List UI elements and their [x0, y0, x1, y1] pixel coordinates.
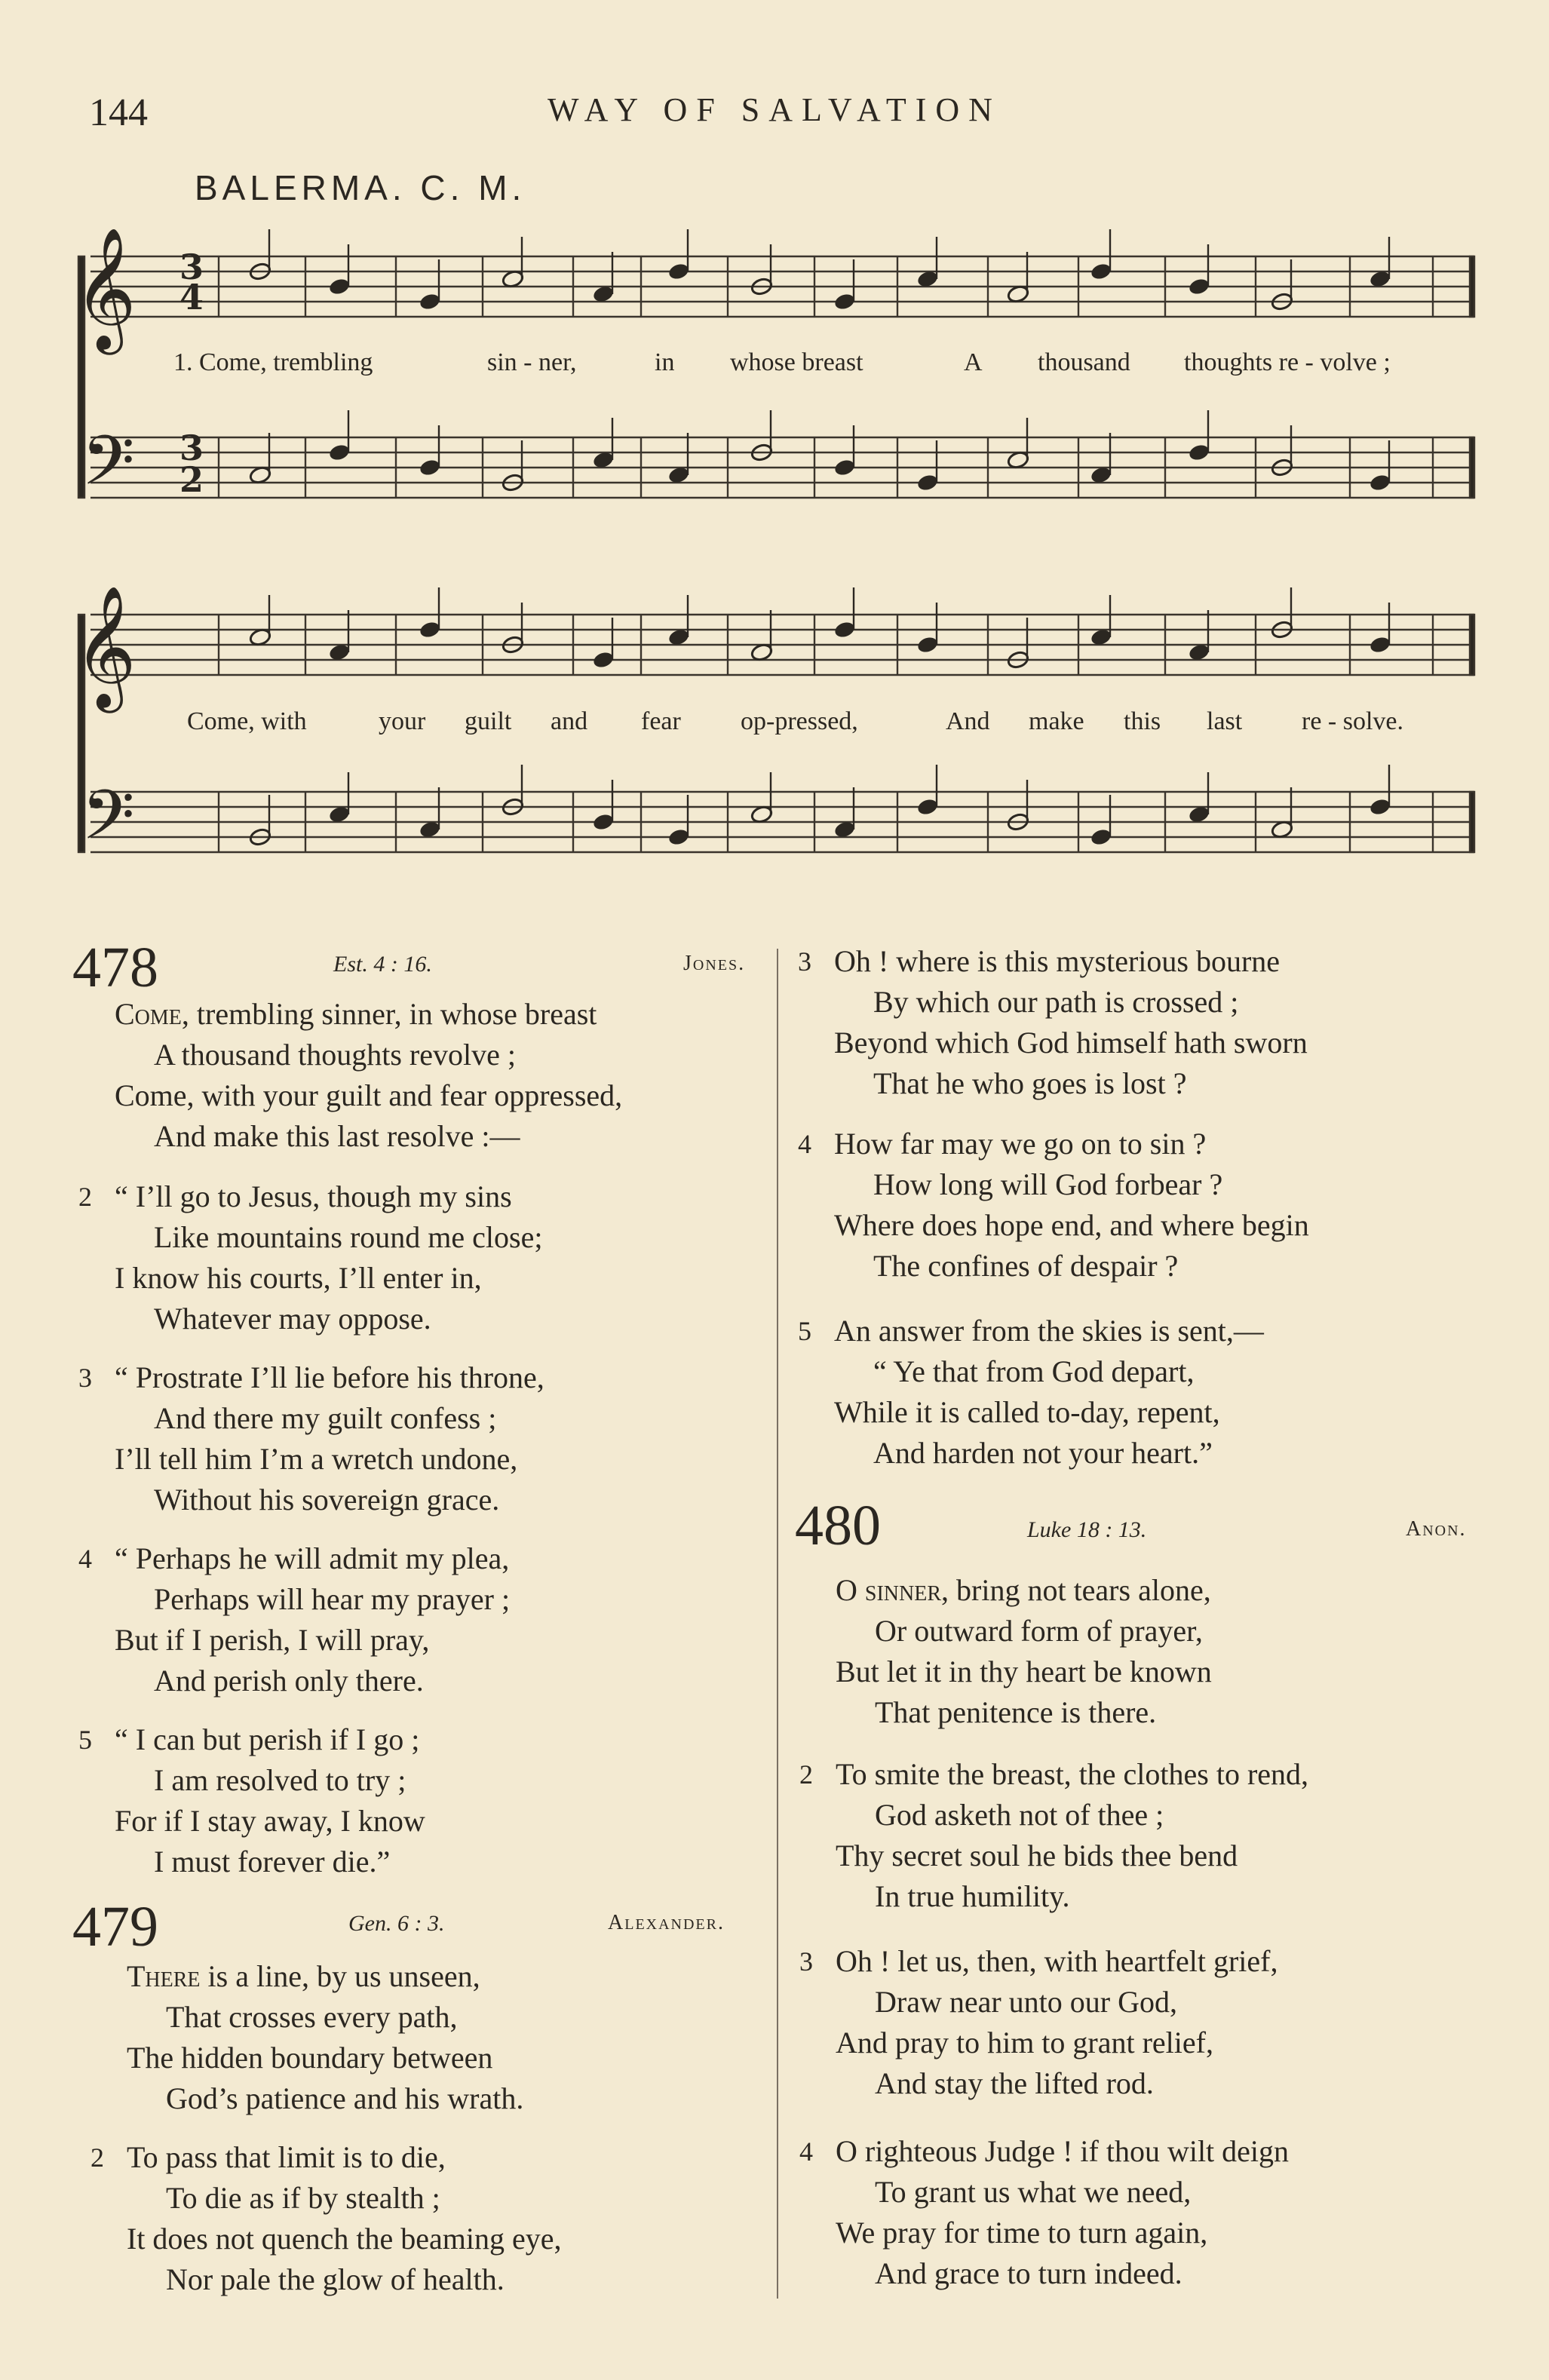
lyric-word: and	[551, 707, 588, 735]
stanza-line: The hidden boundary between	[127, 2041, 493, 2075]
stanza-line: An answer from the skies is sent,—	[834, 1314, 1264, 1348]
stanza-480-2	[799, 1754, 1309, 1917]
lyric-word: And	[946, 707, 990, 735]
stanza-478-2	[78, 1176, 543, 1339]
stanza-line: That he who goes is lost ?	[873, 1066, 1187, 1100]
note-head	[916, 635, 940, 655]
stanza-line: That crosses every path,	[166, 2000, 458, 2034]
hymn-scripture: Gen. 6 : 3.	[348, 1911, 445, 1936]
stanza-line: God’s patience and his wrath.	[166, 2081, 524, 2115]
stanza-line: Perhaps will hear my prayer ;	[154, 1582, 511, 1616]
stanza-line: By which our path is crossed ;	[873, 985, 1239, 1019]
first-word: O sinner,	[836, 1573, 949, 1607]
stanza-number: 2	[78, 1182, 92, 1212]
hymn-header-478	[72, 935, 158, 1001]
lyric-word: guilt	[465, 707, 512, 735]
lyric-word: your	[379, 707, 426, 735]
lyric-word: thousand	[1038, 348, 1130, 376]
stanza-line: Oh ! where is this mysterious bourne	[834, 944, 1281, 978]
hymn-number: 479	[72, 1895, 158, 1958]
hymn-scripture: Luke 18 : 13.	[1027, 1517, 1147, 1542]
note-head	[833, 458, 857, 477]
lyric-word: make	[1029, 707, 1084, 735]
stanza-number: 3	[799, 1946, 813, 1977]
stanza-line: Beyond which God himself hath sworn	[834, 1026, 1308, 1060]
stanza-line: I’ll tell him I’m a wretch undone,	[115, 1442, 518, 1476]
stanza-line: And perish only there.	[154, 1664, 424, 1698]
stanza-number: 5	[78, 1725, 92, 1755]
lyric-word: re - solve.	[1302, 707, 1404, 735]
treble-clef-system2: 𝄞	[74, 585, 136, 708]
first-word: Come,	[115, 997, 189, 1031]
stanza-line: And there my guilt confess ;	[154, 1401, 497, 1435]
stanza-line: But if I perish, I will pray,	[115, 1623, 430, 1657]
end-bar	[1470, 256, 1474, 317]
note-head	[1369, 635, 1392, 655]
stanza-480-3	[799, 1941, 1278, 2104]
note-head	[667, 262, 691, 281]
stanza-line: To smite the breast, the clothes to rend,	[836, 1757, 1309, 1791]
note-head	[592, 812, 615, 832]
stanza-line: Oh ! let us, then, with heartfelt grief,	[836, 1944, 1278, 1978]
hymn-author: Alexander.	[608, 1911, 725, 1934]
time-bottom-treble: 4	[179, 277, 204, 317]
stanza-line: To die as if by stealth ;	[166, 2181, 440, 2215]
stanza-line: To pass that limit is to die,	[127, 2140, 446, 2174]
end-bar	[1470, 615, 1474, 675]
end-bar	[1470, 437, 1474, 498]
stanza-line: bring not tears alone,	[949, 1573, 1211, 1607]
note-head	[419, 458, 442, 477]
lyric-word: this	[1124, 707, 1161, 735]
stanza-line: I am resolved to try ;	[154, 1763, 406, 1797]
stanza-479-3	[798, 941, 1308, 1104]
note-head	[1369, 473, 1392, 492]
stanza-number: 2	[90, 2142, 104, 2173]
stanza-line: How far may we go on to sin ?	[834, 1127, 1207, 1161]
lyric-word: in	[655, 348, 675, 376]
stanza-480-4	[799, 2131, 1290, 2294]
note-head	[592, 650, 615, 670]
first-word: There	[127, 1959, 201, 1993]
end-bar	[1470, 792, 1474, 852]
stanza-line: is a line, by us unseen,	[200, 1959, 480, 1993]
bass-clef-system1: 𝄢	[81, 421, 135, 517]
stanza-number: 2	[799, 1759, 813, 1790]
stanza-number: 3	[798, 946, 811, 977]
stanza-line: Thy secret soul he bids thee bend	[836, 1839, 1238, 1872]
hymn-number: 480	[795, 1494, 881, 1557]
stanza-line: And grace to turn indeed.	[875, 2256, 1182, 2290]
time-bottom-bass: 2	[179, 459, 204, 500]
note-head	[1188, 443, 1211, 462]
lyric-word: whose breast	[730, 348, 863, 376]
stanza-line: trembling sinner, in whose breast	[189, 997, 597, 1031]
stanza-line: We pray for time to turn again,	[836, 2216, 1208, 2250]
note-head	[419, 620, 442, 639]
note-head	[419, 292, 442, 311]
stanza-line: It does not quench the beaming eye,	[127, 2222, 562, 2256]
clefs	[74, 227, 136, 872]
stanza-479-5	[798, 1311, 1264, 1474]
stanza-line: And pray to him to grant relief,	[836, 2026, 1213, 2059]
stanza-line: How long will God forbear ?	[873, 1167, 1223, 1201]
stanza-line: And stay the lifted rod.	[875, 2066, 1154, 2100]
stanza-line: And harden not your heart.”	[873, 1436, 1213, 1470]
stanza-line: But let it in thy heart be known	[836, 1655, 1212, 1688]
stanza-line: Nor pale the glow of health.	[166, 2262, 505, 2296]
notes	[249, 229, 1392, 847]
stanza-line: “ Perhaps he will admit my plea,	[115, 1541, 510, 1575]
time-top-treble: 3	[179, 247, 204, 287]
stanza-line: I know his courts, I’ll enter in,	[115, 1261, 482, 1295]
hymn-header-479	[72, 1894, 158, 1960]
staff-lines	[78, 256, 1474, 852]
running-title: WAY OF SALVATION	[548, 91, 1001, 128]
lyric-word: sin - ner,	[487, 348, 577, 376]
stanza-line: Whatever may oppose.	[154, 1302, 431, 1336]
hymn-header-480	[795, 1493, 881, 1559]
stanza-line: I must forever die.”	[154, 1845, 391, 1879]
stanza-line: “ I’ll go to Jesus, though my sins	[115, 1179, 512, 1213]
stanza-line: Or outward form of prayer,	[875, 1614, 1203, 1648]
stanza-line: “ Prostrate I’ll lie before his throne,	[115, 1360, 544, 1394]
lyric-word: 1. Come, trembling	[173, 348, 373, 376]
stanza-line: While it is called to-day, repent,	[834, 1395, 1220, 1429]
stanza-479-2	[90, 2137, 562, 2300]
time-top-bass: 3	[179, 428, 204, 468]
music-score	[0, 0, 1549, 905]
hymn-author: Anon.	[1406, 1517, 1467, 1541]
stanza-line: A thousand thoughts revolve ;	[154, 1038, 516, 1072]
lyric-word: fear	[641, 707, 681, 735]
lyric-word: Come, with	[187, 707, 307, 735]
note-head	[1369, 797, 1392, 817]
note-head	[328, 443, 351, 462]
stanza-line: For if I stay away, I know	[115, 1804, 425, 1838]
stanza-line: To grant us what we need,	[875, 2175, 1192, 2209]
hymn-scripture: Est. 4 : 16.	[333, 952, 432, 977]
stanza-line: Like mountains round me close;	[154, 1220, 543, 1254]
bass-clef-system2: 𝄢	[81, 775, 135, 872]
treble-clef-system1: 𝄞	[74, 227, 136, 350]
stanza-480-1	[836, 1570, 1212, 1733]
lyric-word: A	[964, 348, 983, 376]
note-head	[1090, 262, 1113, 281]
hymn-number: 478	[72, 936, 158, 999]
note-head	[916, 473, 940, 492]
note-head	[328, 277, 351, 296]
note-head	[833, 292, 857, 311]
stanza-line: The confines of despair ?	[873, 1249, 1179, 1283]
lyric-word: last	[1207, 707, 1243, 735]
stanza-number: 3	[78, 1363, 92, 1393]
stanza-478-1	[115, 994, 622, 1157]
tune-title: BALERMA. C. M.	[195, 168, 526, 207]
note-head	[833, 620, 857, 639]
lyric-word: thoughts re - volve ;	[1184, 348, 1391, 376]
stanza-line: In true humility.	[875, 1879, 1070, 1913]
stanza-line: “ I can but perish if I go ;	[115, 1722, 420, 1756]
stanza-478-3	[78, 1357, 544, 1520]
stanza-line: Without his sovereign grace.	[154, 1483, 500, 1517]
stanza-line: Draw near unto our God,	[875, 1985, 1177, 2019]
stanza-478-5	[78, 1719, 425, 1882]
column-divider	[777, 949, 778, 2299]
stanza-line: Come, with your guilt and fear oppressed,	[115, 1078, 623, 1112]
note-head	[1188, 277, 1211, 296]
lyric-word: op-pressed,	[741, 707, 858, 735]
stanza-number: 4	[78, 1544, 92, 1574]
stanza-line: And make this last resolve :—	[154, 1119, 520, 1153]
stanza-number: 4	[799, 2136, 813, 2167]
note-head	[1090, 827, 1113, 847]
page-number: 144	[89, 91, 148, 134]
hymn-author: Jones.	[683, 952, 746, 975]
stanza-line: “ Ye that from God depart,	[873, 1354, 1195, 1388]
stanza-number: 5	[798, 1316, 811, 1346]
stanza-number: 4	[798, 1129, 811, 1159]
note-head	[667, 827, 691, 847]
stanza-line: O righteous Judge ! if thou wilt deign	[836, 2134, 1290, 2168]
note-head	[916, 797, 940, 817]
stanza-line: Where does hope end, and where begin	[834, 1208, 1309, 1242]
stanza-line: That penitence is there.	[875, 1695, 1157, 1729]
stanza-479-1	[127, 1956, 523, 2119]
stanza-line: God asketh not of thee ;	[875, 1798, 1164, 1832]
stanza-479-4	[798, 1124, 1309, 1287]
stanza-478-4	[78, 1538, 511, 1701]
